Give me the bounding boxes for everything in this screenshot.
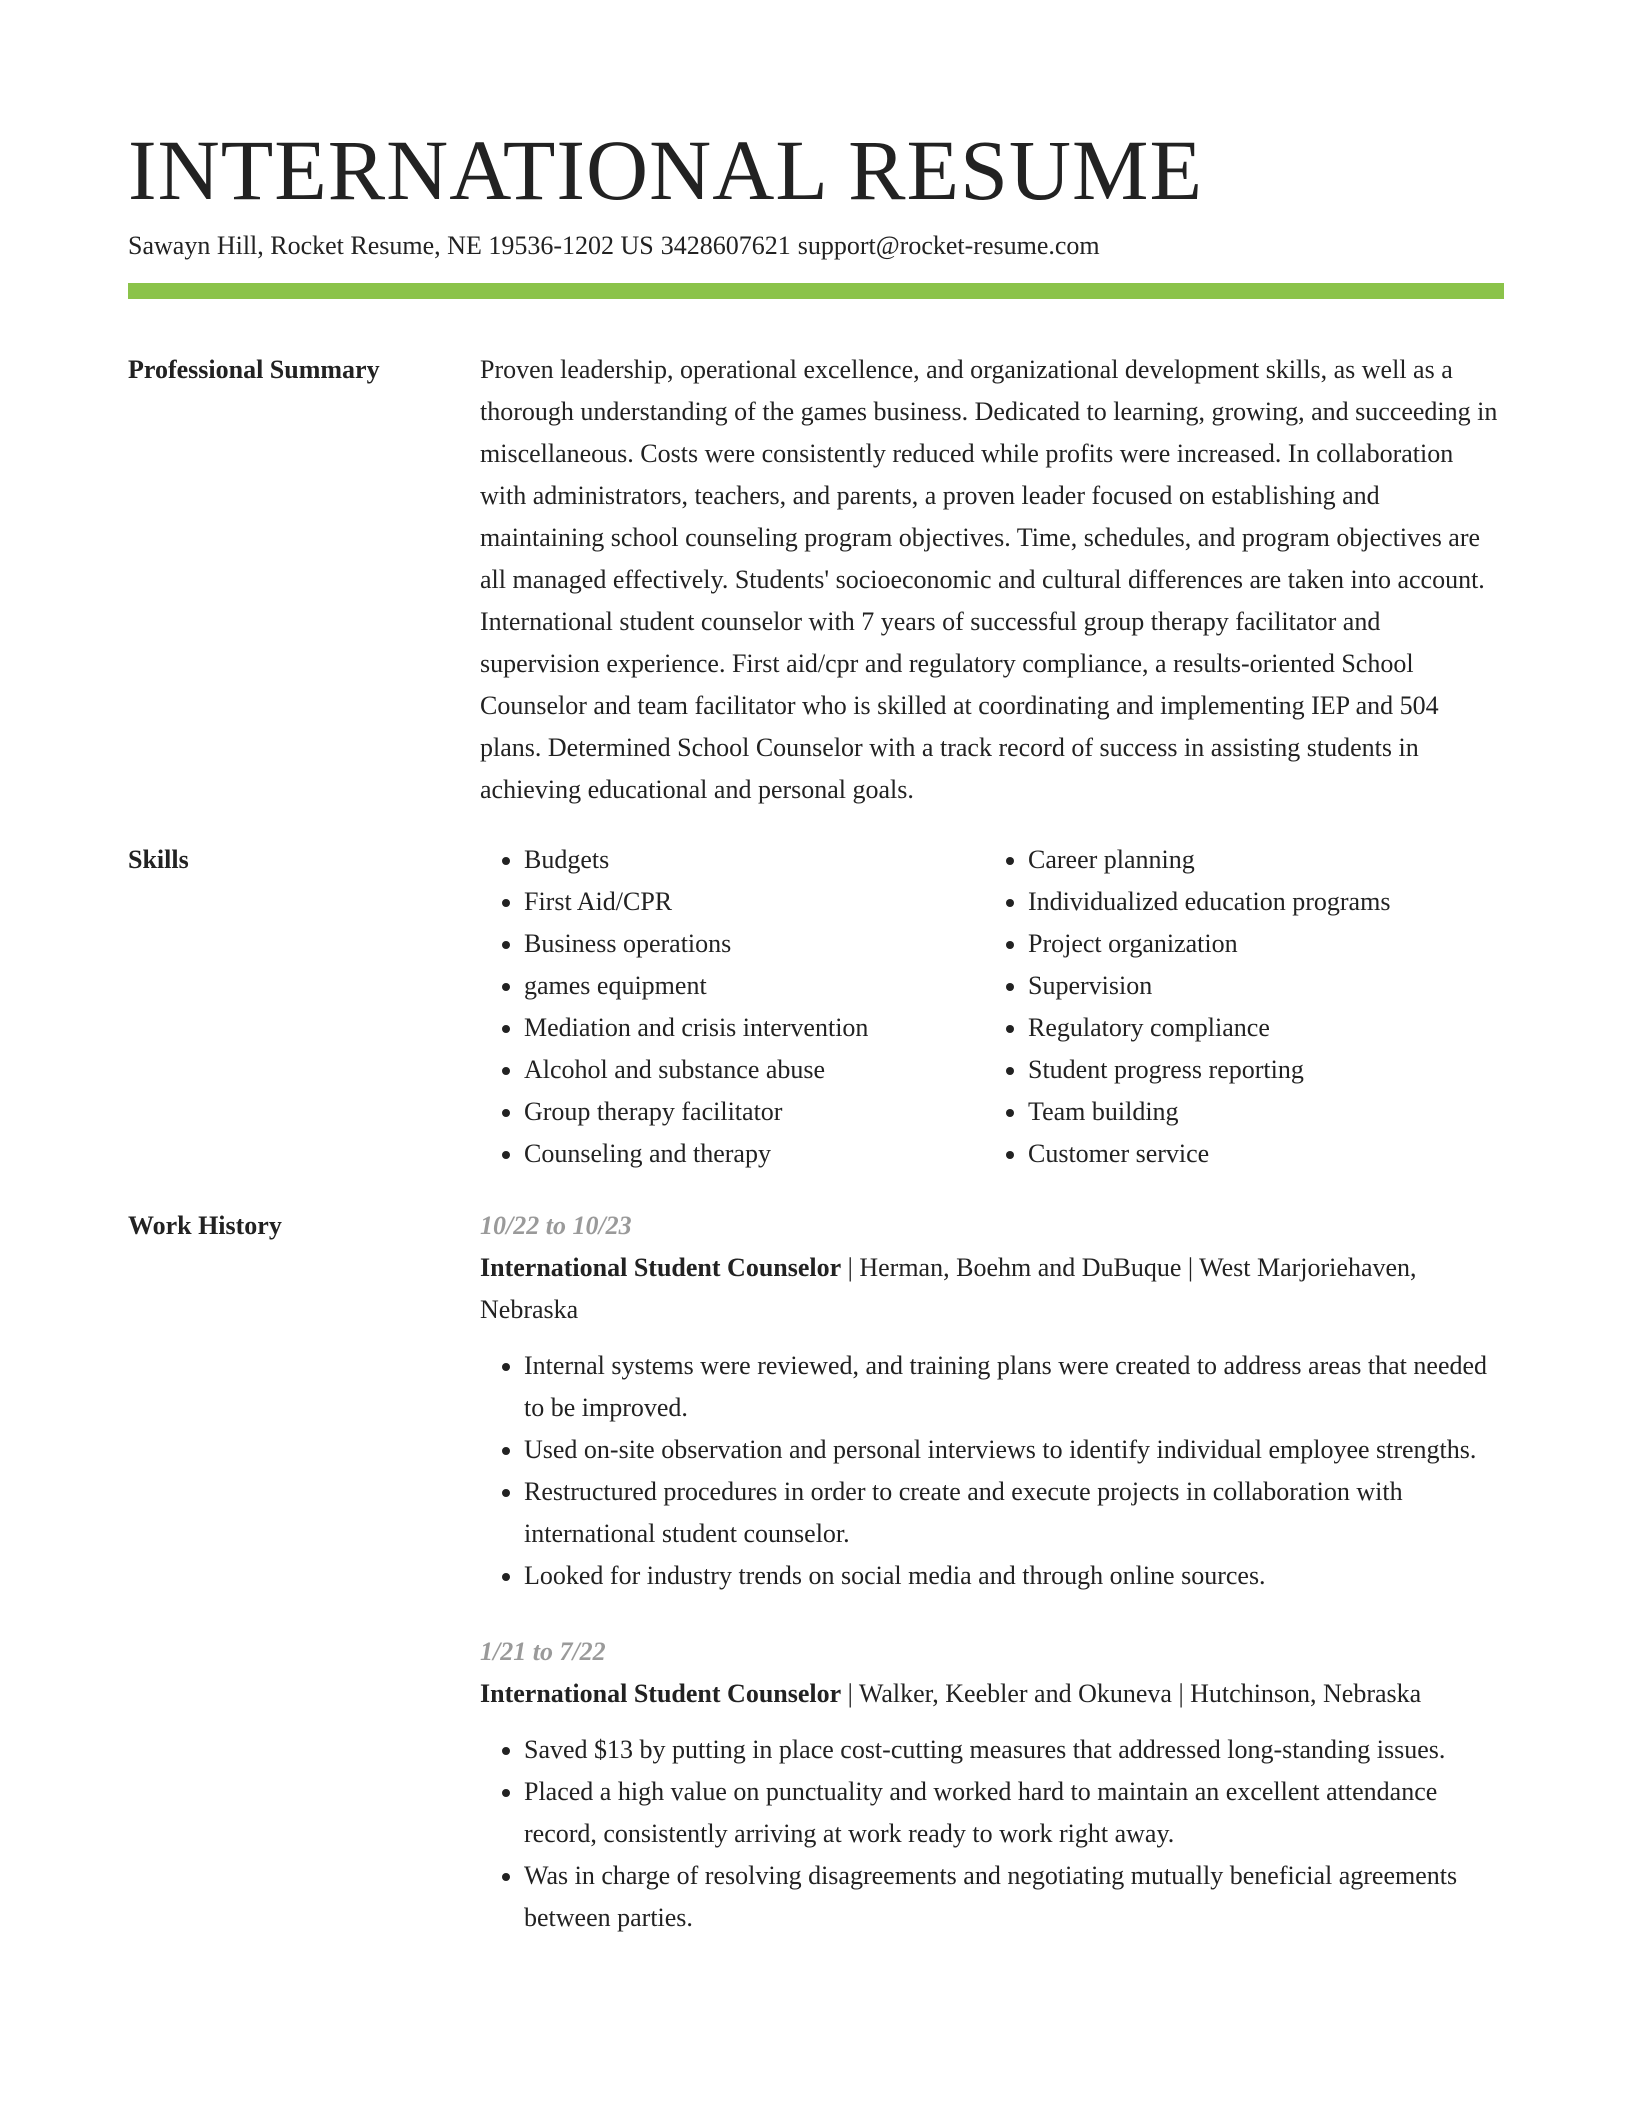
job-bullet: • Internal systems were reviewed, and training plans were created to address areas that needed to be improved. <box>524 1345 1504 1429</box>
contact-phone: 3428607621 <box>660 231 791 260</box>
resume-page <box>128 120 1504 1973</box>
contact-address: Sawayn Hill, Rocket Resume, NE 19536-1202 US <box>128 231 654 260</box>
job-dates: 1/21 to 7/22 <box>480 1637 606 1666</box>
job-bullet: • Placed a high value on punctuality and worked hard to maintain an excellent attendance record, consistently arriving at work ready to work right away. <box>524 1771 1504 1855</box>
contact-line <box>128 228 1504 264</box>
header-divider <box>128 283 1504 299</box>
skill-item: • First Aid/CPR <box>524 881 984 923</box>
skills-list-left <box>480 839 984 1175</box>
job-employer: | Herman, Boehm and DuBuque | West Marjoriehaven, Nebraska <box>480 1253 1417 1324</box>
skill-item: • Individualized education programs <box>1028 881 1488 923</box>
skill-item: • games equipment <box>524 965 984 1007</box>
skill-item: • Career planning <box>1028 839 1488 881</box>
contact-email: support@rocket-resume.com <box>797 231 1100 260</box>
job-bullet: • Restructured procedures in order to create and execute projects in collaboration with international student counselor. <box>524 1471 1504 1555</box>
job-title: International Student Counselor <box>480 1679 842 1708</box>
skill-item: • Student progress reporting <box>1028 1049 1488 1091</box>
skill-item: • Business operations <box>524 923 984 965</box>
job-bullet: • Saved $13 by putting in place cost-cutting measures that addressed long-standing issues. <box>524 1729 1504 1771</box>
job-title: International Student Counselor <box>480 1253 842 1282</box>
job-bullets <box>480 1729 1504 1939</box>
work-history-label: Work History <box>128 1211 282 1240</box>
skills-label: Skills <box>128 845 189 874</box>
job-employer: | Walker, Keebler and Okuneva | Hutchinson, Nebraska <box>841 1679 1422 1708</box>
skill-item: • Project organization <box>1028 923 1488 965</box>
skill-item: • Group therapy facilitator <box>524 1091 984 1133</box>
job-heading <box>480 1673 1504 1715</box>
skill-item: • Customer service <box>1028 1133 1488 1175</box>
skills-list-right <box>984 839 1488 1175</box>
skill-item: • Mediation and crisis intervention <box>524 1007 984 1049</box>
job-entry <box>480 1205 1504 1597</box>
resume-title: INTERNATIONAL RESUME <box>128 122 1204 218</box>
job-dates: 10/22 to 10/23 <box>480 1211 632 1240</box>
skill-item: • Supervision <box>1028 965 1488 1007</box>
job-bullet: • Used on-site observation and personal interviews to identify individual employee strengths. <box>524 1429 1504 1471</box>
job-bullets <box>480 1345 1504 1597</box>
summary-section <box>128 349 1504 811</box>
job-bullet: • Was in charge of resolving disagreements and negotiating mutually beneficial agreements between parties. <box>524 1855 1504 1939</box>
summary-text: Proven leadership, operational excellence, and organizational development skills, as well as a thorough understanding of the games business. Dedicated to learning, growing, and succeeding in miscellaneous. Costs were consistently reduced while profits were increased. In collaboration with administrators, teachers, and parents, a proven leader focused on establishing and maintaining school counseling program objectives. Time, schedules, and program objectives are all managed effectively. Students' socioeconomic and cultural differences are taken into account. International student counselor with 7 years of successful group therapy facilitator and supervision experience. First aid/cpr and regulatory compliance, a results-oriented School Counselor and team facilitator who is skilled at coordinating and implementing IEP and 504 plans. Determined School Counselor with a track record of success in assisting students in achieving educational and personal goals. <box>480 355 1498 804</box>
work-history-section <box>128 1205 1504 1973</box>
job-bullet: • Looked for industry trends on social media and through online sources. <box>524 1555 1504 1597</box>
skill-item: • Budgets <box>524 839 984 881</box>
skill-item: • Counseling and therapy <box>524 1133 984 1175</box>
job-heading <box>480 1247 1504 1331</box>
skill-item: • Team building <box>1028 1091 1488 1133</box>
job-entry <box>480 1631 1504 1939</box>
summary-label: Professional Summary <box>128 355 380 384</box>
skill-item: • Regulatory compliance <box>1028 1007 1488 1049</box>
skill-item: • Alcohol and substance abuse <box>524 1049 984 1091</box>
skills-section <box>128 839 1504 1175</box>
